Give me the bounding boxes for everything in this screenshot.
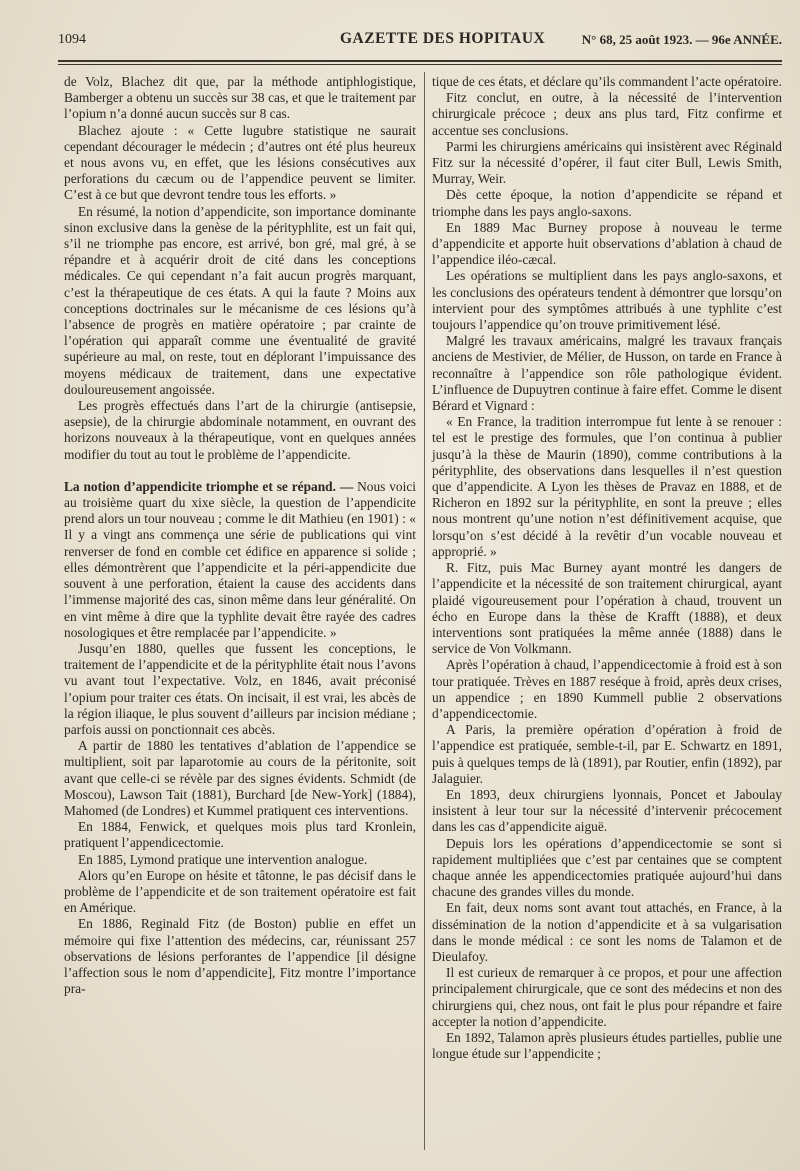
column-divider [424,72,425,1150]
paragraph: de Volz, Blachez dit que, par la méthode antiphlogistique, Bamberger a obtenu un succès sur 38 cas, et que le traitement par l’opium n’a donné aucun succès sur 8 cas. [64,74,416,122]
page-number: 1094 [58,32,86,47]
paragraph: Les progrès effectués dans l’art de la chirurgie (antisepsie, asepsie), de la chirurgie abdominale notamment, en ouvrant des horizons nouveaux à la thérapeutique, vont en quelques années modifier du tout au tout le problème de l’appendicite. [64,398,416,462]
paragraph: A partir de 1880 les tentatives d’ablation de l’appendice se multiplient, soit par laparotomie au cours de la péritonite, soit avant que celle-ci se révèle par des signes évidents. Schmidt (de Moscou), Lawson Tait (1881), Burchard [de New-York] (1884), Mahomed (de Londres) et Kummel pratiquent ces interventions. [64,738,416,818]
paragraph: Jusqu’en 1880, quelles que fussent les conceptions, le traitement de l’appendicite et de la pérityphlite était nous l’avons vu avant tout l’expectative. Volz, en 1846, avait préconisé l’opium pour traiter ces états. On incisait, il est vrai, les abcès de la région iliaque, le plus souvent d’ailleurs par incision médiane ; parfois aussi on ponctionnait ces abcès. [64,640,416,737]
paragraph: Alors qu’en Europe on hésite et tâtonne, le pas décisif dans le problème de l’appendicite et de son traitement opératoire est fait en Amérique. [64,867,416,916]
header-rule-thin [58,64,782,65]
paragraph: En 1884, Fenwick, et quelques mois plus tard Kronlein, pratiquent l’appendicectomie. [64,819,416,851]
journal-title: GAZETTE DES HOPITAUX [340,30,546,47]
paragraph: Les opérations se multiplient dans les pays anglo-saxons, et les conclusions des opérateurs tendent à démontrer que lorsqu’on intervient pour des symptômes attribués à une typhlite c’est toujours l’appendice qu’on trouve primitivement lésé. [432,268,782,333]
paragraph: Malgré les travaux américains, malgré les travaux français anciens de Mestivier, de Mélier, de Husson, on tarde en France à reconnaître à l’appendice son rôle pathologique évident. L’influence de Dupuytren continue à faire effet. Comme le disent Bérard et Vignard : [432,333,782,414]
right-column [432,74,782,1062]
paragraph: En résumé, la notion d’appendicite, son importance dominante sinon exclusive dans la genèse de la pérityphlite, est un fait qui, s’il ne triomphe pas encore, est arrivé, bon gré, mal gré, à se répandre et à acquérir droit de cité dans les conceptions médicales. Ce qui cependant n’a fait aucun progrès marquant, c’est la thérapeutique de ces états. A qui la faute ? Moins aux conceptions doctrinales sur le mécanisme de ces lésions qu’à l’absence de progrès en matière opératoire ; par crainte de l’opération qui apparaît comme une éventualité de gravité supérieure au mal, on reste, tout en déplorant l’impuissance des moyens médicaux de traitement, dans une expectative douloureusement angoissée. [64,203,416,397]
paragraph: En 1893, deux chirurgiens lyonnais, Poncet et Jaboulay insistent à leur tour sur la nécessité d’intervenir précocement dans les cas d’appendicite aiguë. [432,786,782,835]
paragraph: R. Fitz, puis Mac Burney ayant montré les dangers de l’appendicite et la nécessité de son traitement chirurgical, ayant plaidé vigoureusement pour l’opération à chaud, trouvent un écho en Europe dans la thèse de Krafft (1888), et deux interventions sont pratiquées la même année (1888) dans le service de Von Volkmann. [432,560,782,657]
paragraph: Depuis lors les opérations d’appendicectomie se sont si rapidement multipliées que c’est par centaines que se comptent chaque année les appendicectomies pratiquée aujourd’hui dans chacune des grandes villes du monde. [432,835,782,900]
paragraph: « En France, la tradition interrompue fut lente à se renouer : tel est le prestige des formules, que l’on continua à publier jusqu’à la thèse de Maurin (1890), comme contributions à la pérityphlite, des observations dans lesquelles il n’est question que d’appendicite. A Lyon les thèses de Pravaz en 1888, et de Richeron en 1892 sur la pérityphlite, en sont la preuve ; elles nous montrent qu’une notion n’est définitivement acquise, que lorsqu’on s’est décidé à la revêtir d’un vocable nouveau et approprié. » [432,414,782,559]
paragraph-text: Nous voici au troisième quart du xixe siècle, la question de l’appendicite prend alors un tour nouveau ; comme le dit Mathieu (en 1901) : « Il y a vingt ans commença une série de publications qui vint renverser de fond en comble cet édifice en apparence si solide ; elles démontrèrent que l’appendicite et la péri-appendicite due souvent à une perforation, étaient la cause des accidents dans l’immense majorité des cas, sinon même dans leur généralité. On en vint même à dire que la typhlite devait être rayée des cadres nosologiques et être remplacée par l’appendicite. » [64,478,416,640]
paragraph: En fait, deux noms sont avant tout attachés, en France, à la dissémination de la notion d’appendicite et à sa vulgarisation dans le monde médical : ce sont les noms de Talamon et de Dieulafoy. [432,900,782,964]
paragraph: Fitz conclut, en outre, à la nécessité de l’intervention chirurgicale précoce ; deux ans plus tard, Fitz confirme et accentue ses conclusions. [432,90,782,138]
issue-info: N° 68, 25 août 1923. — 96e ANNÉE. [581,32,782,47]
paragraph: Dès cette époque, la notion d’appendicite se répand et triomphe dans les pays anglo-saxons. [432,187,782,219]
header-rule-thick [58,60,782,62]
section-heading: La notion d’appendicite triomphe et se répand. — [64,478,354,494]
paragraph: Parmi les chirurgiens américains qui insistèrent avec Réginald Fitz sur la nécessité d’opérer, il faut citer Bull, Lewis Smith, Murray, Weir. [432,138,782,187]
paragraph: Blachez ajoute : « Cette lugubre statistique ne saurait cependant décourager le médecin ; d’autres ont été plus heureux et nous avons vu, en effet, que les lésions consécutives aux perforations du cæcum ou de l’appendice peuvent se limiter. C’est à ce but que devront tendre tous les efforts. » [64,122,416,203]
paragraph: Après l’opération à chaud, l’appendicectomie à froid est à son tour pratiquée. Trèves en 1887 reséque à froid, après deux crises, un appendice ; en 1890 Kummell publie 2 observations d’appendicectomie. [432,657,782,721]
page-header [58,24,782,56]
paragraph: En 1889 Mac Burney propose à nouveau le terme d’appendicite et apporte huit observations d’ablation à chaud de l’appendice iléo-cæcal. [432,219,782,268]
paragraph: En 1886, Reginald Fitz (de Boston) publie en effet un mémoire qui fixe l’attention des médecins, car, réunissant 257 observations de lésions perforantes de l’appendice [il désigne l’affection sous le nom d’appendicite], Fitz montre l’importance pra- [64,916,416,997]
paragraph: tique de ces états, et déclare qu’ils commandent l’acte opératoire. [432,74,782,89]
paragraph: En 1892, Talamon après plusieurs études partielles, publie une longue étude sur l’appendicite ; [432,1029,782,1062]
paragraph: A Paris, la première opération d’opération à froid de l’appendice est pratiquée, semble-t-il, par E. Schwartz en 1891, puis à quelques temps de là (1891), par Routier, enfin (1892), par Jalaguier. [432,722,782,786]
paragraph: Il est curieux de remarquer à ce propos, et pour une affection principalement chirurgicale, que ce sont des médecins et non des chirurgiens qui, chez nous, ont fait le plus pour répandre et faire accepter la notion d’appendicite. [432,965,782,1029]
left-column [64,74,416,997]
paragraph: En 1885, Lymond pratique une intervention analogue. [78,851,368,867]
